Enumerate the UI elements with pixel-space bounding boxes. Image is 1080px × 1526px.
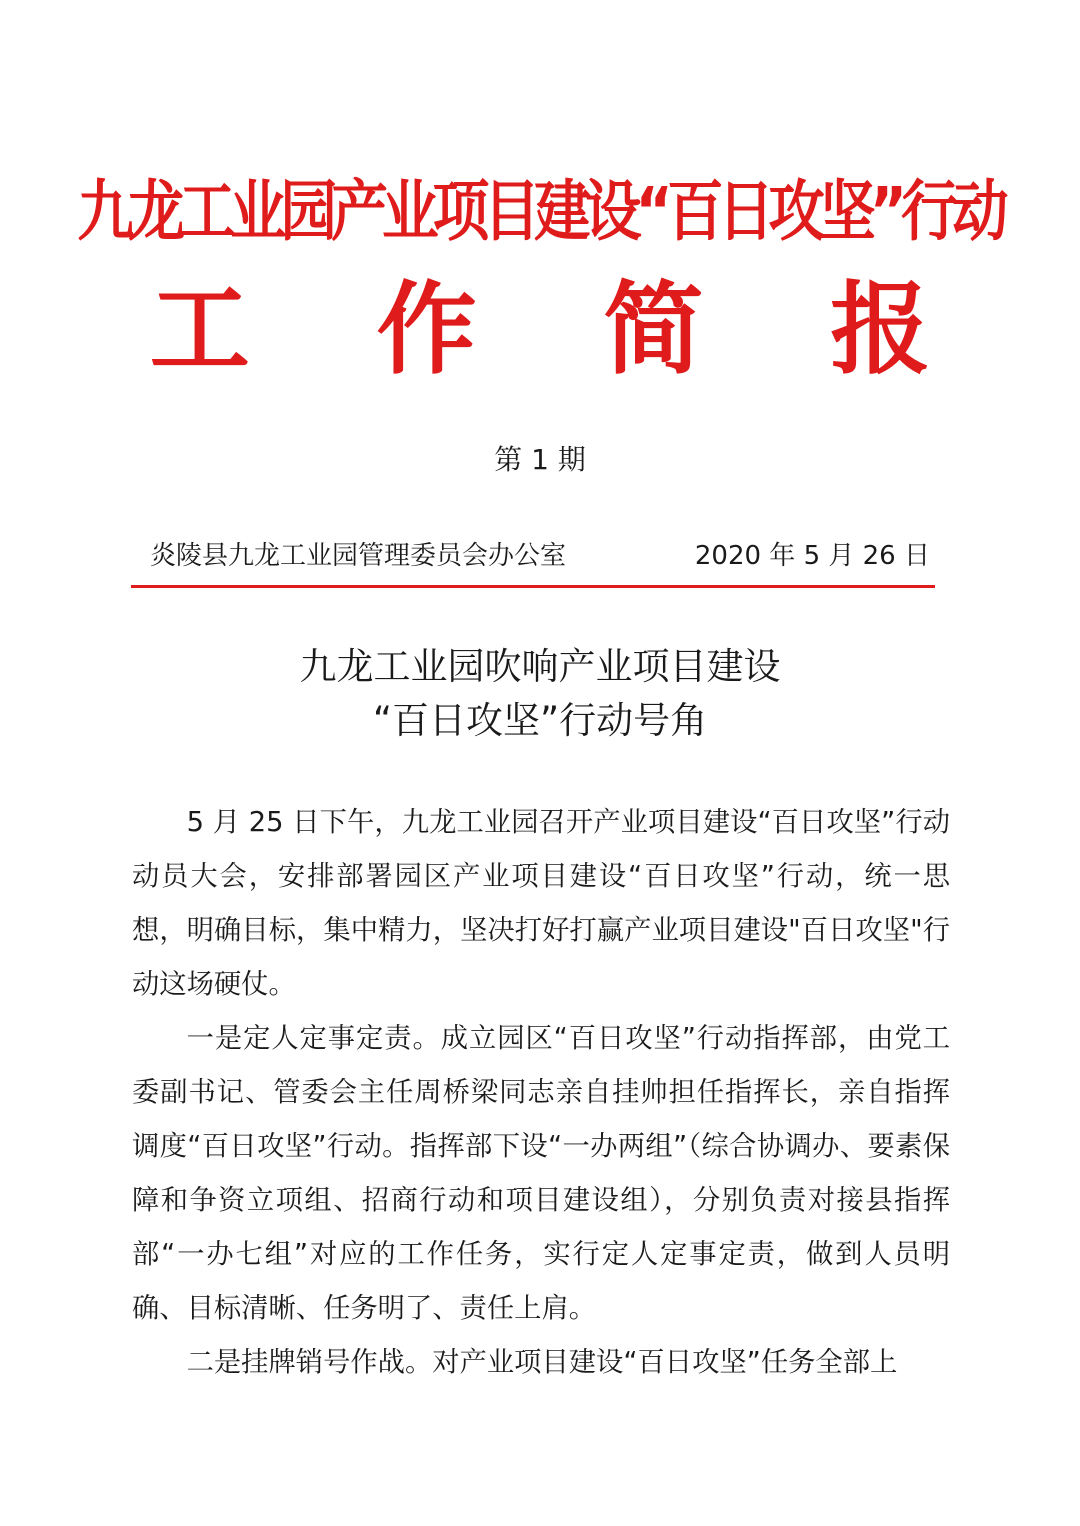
masthead-title: 九龙工业园产业项目建设“百日攻坚”行动 — [77, 173, 1003, 250]
issuing-organization: 炎陵县九龙工业园管理委员会办公室 — [150, 541, 567, 571]
article-body — [132, 796, 950, 1390]
body-paragraph-3: 二是挂牌销号作战。对产业项目建设“百日攻坚”任务全部上 — [186, 1347, 898, 1378]
masthead-subtitle: 工 作 简 报 — [149, 271, 977, 388]
issue-date: 2020 年 5 月 26 日 — [694, 541, 930, 571]
meta-row — [150, 536, 930, 576]
body-paragraph-1: 5 月 25 日下午，九龙工业园召开产业项目建设“百日攻坚”行动动员大会，安排部署园区产业项目建设“百日攻坚”行动，统一思想，明确目标，集中精力，坚决打好打赢产业项目建设"百日攻坚"行动这场硬仗。 — [132, 807, 950, 1000]
red-divider-rule — [131, 585, 935, 588]
body-paragraph-2: 一是定人定事定责。成立园区“百日攻坚”行动指挥部，由党工委副书记、管委会主任周桥梁同志亲自挂帅担任指挥长，亲自指挥调度“百日攻坚”行动。指挥部下设“一办两组”（综合协调办、要素保障和争资立项组、招商行动和项目建设组），分别负责对接县指挥部“一办七组”对应的工作任务，实行定人定事定责，做到人员明确、目标清晰、任务明了、责任上肩。 — [132, 1023, 950, 1324]
article-title — [0, 640, 1080, 748]
issue-number: 第 1 期 — [494, 443, 586, 476]
article-title-line-2: “百日攻坚”行动号角 — [372, 699, 708, 742]
article-title-line-1: 九龙工业园吹响产业项目建设 — [299, 645, 781, 688]
